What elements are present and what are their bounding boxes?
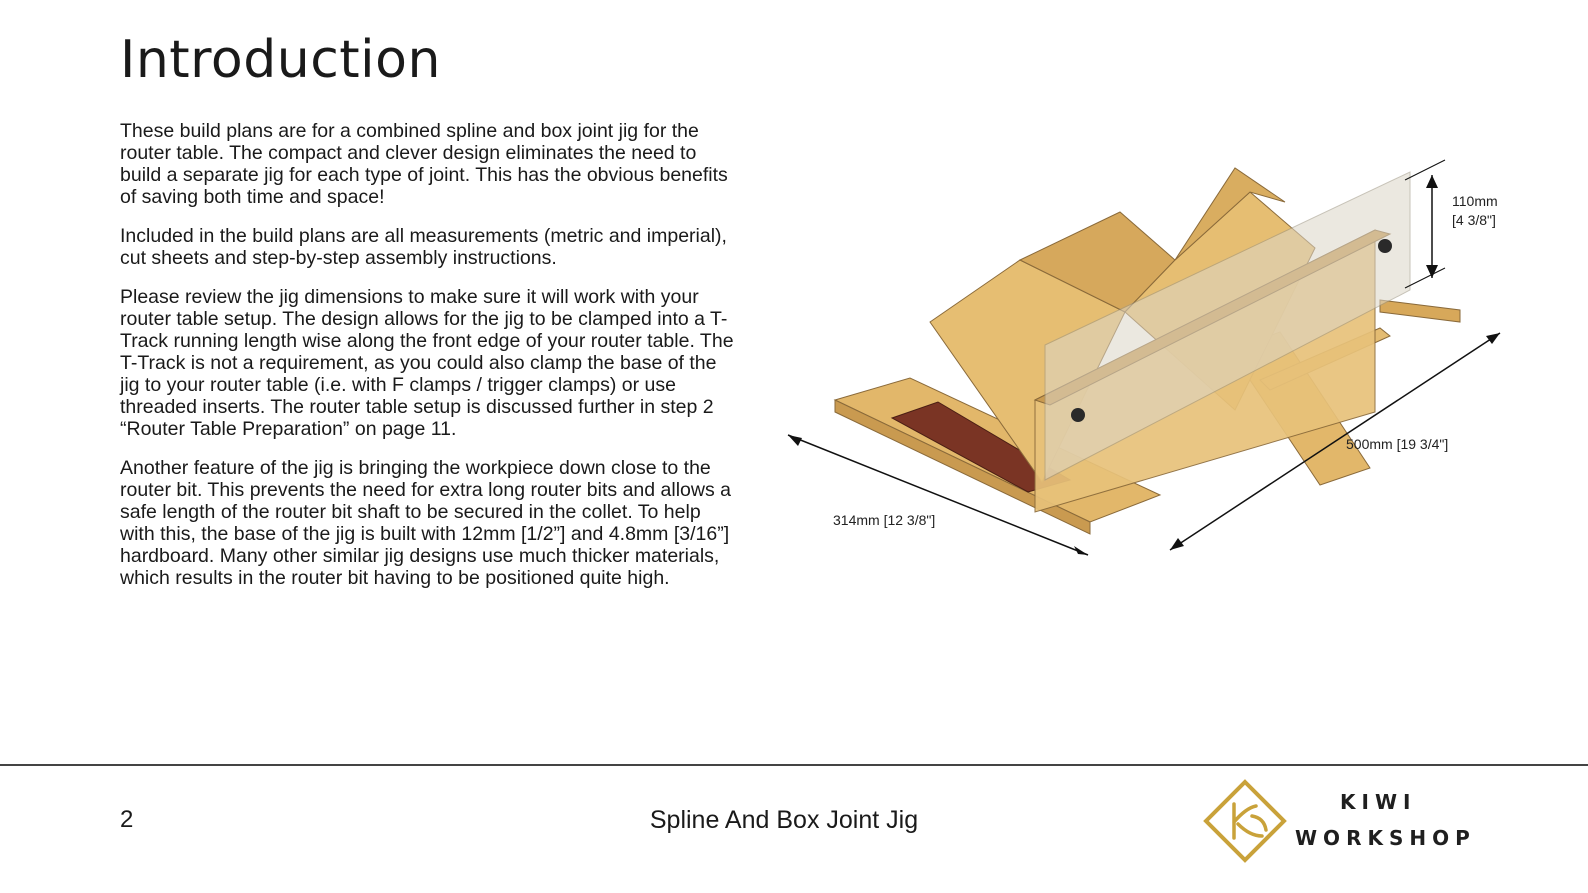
page-title: Introduction <box>120 30 441 90</box>
dim-height-label <box>1452 192 1498 230</box>
dim-height-metric: 110mm <box>1452 193 1498 209</box>
dim-height-imperial: [4 3/8"] <box>1452 212 1496 228</box>
dim-width-label: 314mm [12 3/8"] <box>833 512 936 528</box>
body-text <box>120 120 740 606</box>
logo-text-workshop: WORKSHOP <box>1295 826 1476 850</box>
logo-text-kiwi: KIWI <box>1340 790 1417 814</box>
knob-left <box>1071 408 1085 422</box>
paragraph-4: Another feature of the jig is bringing the workpiece down close to the router bit. This prevents the need for extra long router bits and allows a safe length of the router bit shaft to be secured in the collet. To help with this, the base of the jig is built with 12mm [1/2”] and 4.8mm [3/16”] hardboard. Many other similar jig designs use much thicker materials, which results in the router bit having to be positioned quite high. <box>120 457 731 589</box>
dim-length-label: 500mm [19 3/4"] <box>1346 436 1449 452</box>
jig-illustration <box>780 150 1540 570</box>
footer-divider <box>0 764 1588 766</box>
document-title: Spline And Box Joint Jig <box>649 806 919 834</box>
kiwi-workshop-logo <box>1200 776 1580 866</box>
paragraph-1: These build plans are for a combined spline and box joint jig for the router table. The compact and clever design eliminates the need to build a separate jig for each type of joint. This has the obvious benefits of saving both time and space! <box>120 120 728 208</box>
jig-drawing <box>780 150 1540 570</box>
paragraph-2: Included in the build plans are all measurements (metric and imperial), cut sheets and step-by-step assembly instructions. <box>120 225 727 269</box>
paragraph-3: Please review the jig dimensions to make sure it will work with your router table setup. The design allows for the jig to be clamped into a T-Track running length wise along the front edge of your router table. The T-Track is not a requirement, as you could also clamp the base of the jig to your router table (i.e. with F clamps / trigger clamps) or use threaded inserts. The router table setup is discussed further in step 2 “Router Table Preparation” on page 11. <box>120 286 734 440</box>
page-number: 2 <box>120 806 134 833</box>
base-runner-right <box>1380 300 1460 322</box>
logo-mark-icon <box>1200 776 1290 866</box>
knob-right <box>1378 239 1392 253</box>
